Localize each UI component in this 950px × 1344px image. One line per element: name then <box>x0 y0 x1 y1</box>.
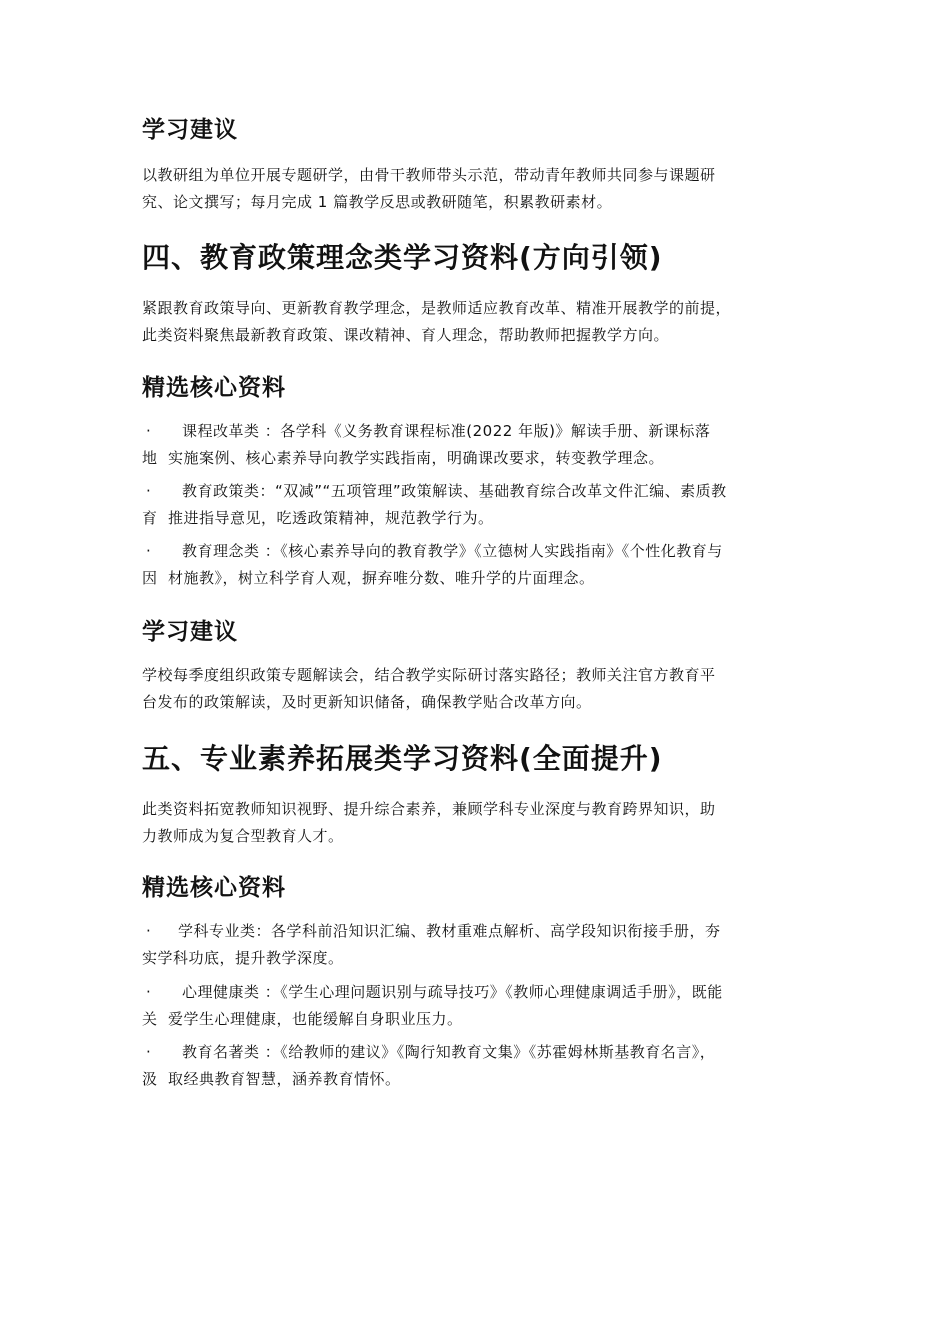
list-item-text: 《核心素养导向的教育教学》《立德树人实践指南》《个性化教育与 <box>280 542 723 560</box>
list-item-text: 材施教》，树立科学育人观，摒弃唯分数、唯升学的片面理念。 <box>168 569 595 587</box>
list-item-text: 实施案例、核心素养导向教学实践指南，明确课改要求，转变教学理念。 <box>168 449 665 467</box>
list-item-text: 各学科《义务教育课程标准(2022 年版)》解读手册、新课标落 <box>280 422 711 440</box>
list-item-text: 《学生心理问题识别与疏导技巧》《教师心理健康调适手册》，既能 <box>280 983 723 1001</box>
list-item-term: 学科专业类： <box>178 922 272 940</box>
paragraph-line: 究、论文撰写；每月完成 1 篇教学反思或教研随笔，积累教研素材。 <box>142 193 613 211</box>
paragraph-line: 紧跟教育政策导向、更新教育教学理念，是教师适应教育改革、精准开展教学的前提， <box>142 299 732 317</box>
list-item-term: 教育政策类： <box>182 482 276 500</box>
paragraph-line: 台发布的政策解读，及时更新知识储备，确保教学贴合改革方向。 <box>142 693 592 711</box>
paragraph-line: 学校每季度组织政策专题解读会，结合教学实际研讨落实路径；教师关注官方教育平 <box>142 666 716 684</box>
bullet-symbol: · <box>146 482 152 500</box>
paragraph-line: 以教研组为单位开展专题研学，由骨干教师带头示范，带动青年教师共同参与课题研 <box>142 166 716 184</box>
list-item-term: 心理健康类 ： <box>182 983 281 1001</box>
heading-core-materials-2: 精选核心资料 <box>142 875 286 901</box>
bullet-symbol: · <box>146 422 152 440</box>
paragraph-study-advice-2 <box>142 662 822 716</box>
list-item-wrap-char: 地 <box>142 449 158 467</box>
list-item-wrap-char: 因 <box>142 569 158 587</box>
list-item-text: 爱学生心理健康，也能缓解自身职业压力。 <box>168 1010 463 1028</box>
list-item-education-philosophy <box>142 538 822 592</box>
bullet-symbol: · <box>146 983 152 1001</box>
list-item-education-policy <box>142 478 822 532</box>
paragraph-line: 力教师成为复合型教育人才。 <box>142 827 344 845</box>
list-item-text: “双减”“五项管理”政策解读、基础教育综合改革文件汇编、素质教 <box>275 482 727 500</box>
bullet-symbol: · <box>146 1043 152 1061</box>
bullet-symbol: · <box>146 922 152 940</box>
list-item-education-classics <box>142 1039 822 1093</box>
list-item-term: 教育名著类 ： <box>182 1043 281 1061</box>
list-item-term: 课程改革类 ： <box>182 422 281 440</box>
list-item-text: 取经典教育智慧，涵养教育情怀。 <box>168 1070 401 1088</box>
list-item-text: 《给教师的建议》《陶行知教育文集》《苏霍姆林斯基教育名言》， <box>280 1043 716 1061</box>
paragraph-section-5-intro <box>142 796 822 850</box>
paragraph-section-4-intro <box>142 295 832 349</box>
list-item-mental-health <box>142 979 822 1033</box>
list-item-term: 教育理念类 ： <box>182 542 281 560</box>
list-item-text: 各学科前沿知识汇编、教材重难点解析、高学段知识衔接手册，夯 <box>271 922 721 940</box>
heading-study-advice-2: 学习建议 <box>142 619 238 645</box>
heading-study-advice-1: 学习建议 <box>142 117 238 143</box>
heading-section-5: 五、专业素养拓展类学习资料(全面提升) <box>142 742 663 775</box>
list-item-wrap-char: 关 <box>142 1010 158 1028</box>
heading-section-4: 四、教育政策理念类学习资料(方向引领) <box>142 241 663 274</box>
list-item-wrap-char: 汲 <box>142 1070 158 1088</box>
list-item-wrap-char: 育 <box>142 509 158 527</box>
list-item-curriculum-reform <box>142 418 822 472</box>
list-item-subject-expertise <box>142 918 822 972</box>
heading-core-materials-1: 精选核心资料 <box>142 375 286 401</box>
bullet-symbol: · <box>146 542 152 560</box>
paragraph-line: 此类资料拓宽教师知识视野、提升综合素养，兼顾学科专业深度与教育跨界知识，助 <box>142 800 716 818</box>
paragraph-study-advice-1 <box>142 162 822 216</box>
paragraph-line: 此类资料聚焦最新教育政策、课改精神、育人理念，帮助教师把握教学方向。 <box>142 326 670 344</box>
list-item-text: 实学科功底，提升教学深度。 <box>142 949 344 967</box>
list-item-text: 推进指导意见，吃透政策精神，规范教学行为。 <box>168 509 494 527</box>
